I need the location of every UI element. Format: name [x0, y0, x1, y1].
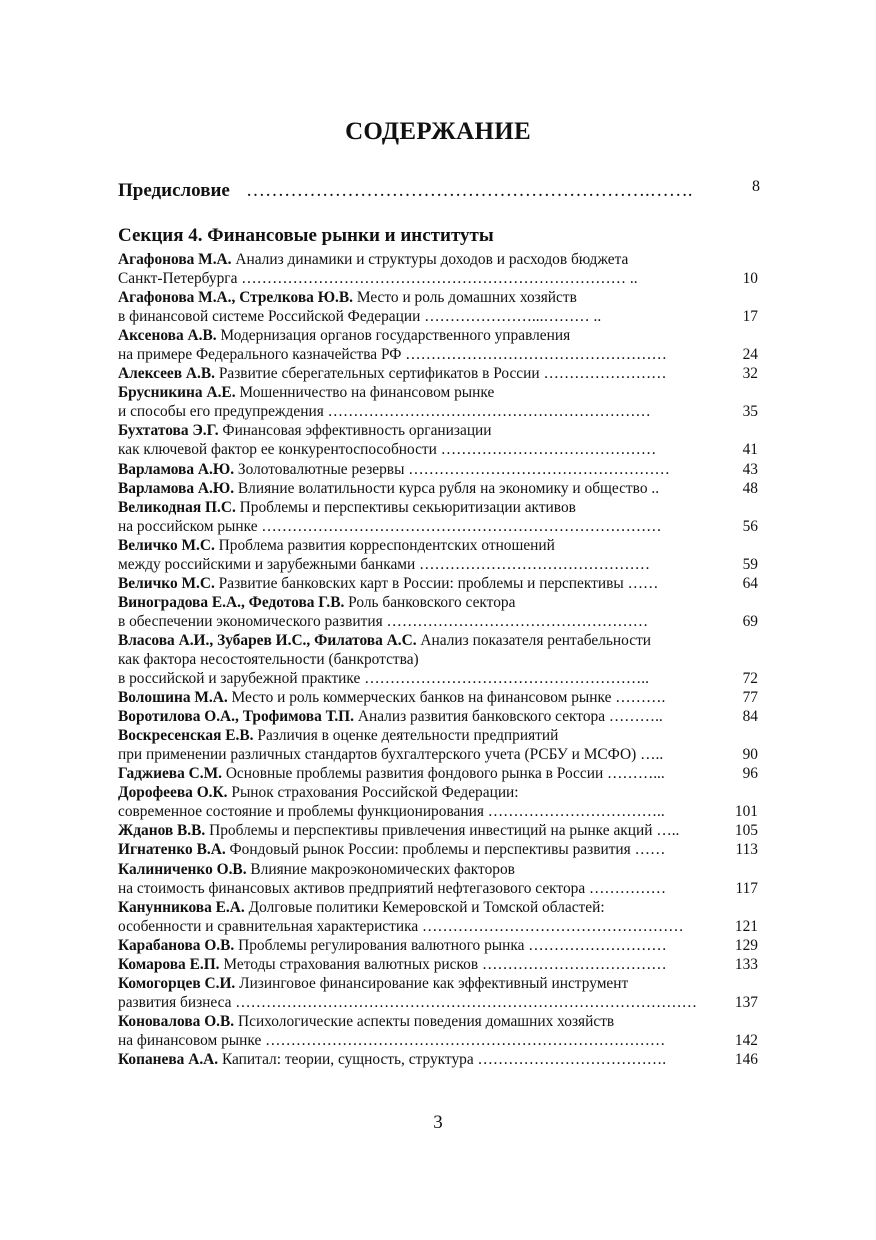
preface-leader-dots: ……………………………………………………….…….: [246, 180, 693, 201]
toc-row[interactable]: [118, 764, 758, 783]
toc-author: Комогорцев С.И.: [118, 974, 236, 992]
toc-title: Развитие банковских карт в России: проблемы и перспективы ……: [214, 574, 659, 592]
toc-entry-text: [118, 707, 713, 726]
toc-row[interactable]: [118, 802, 758, 821]
toc-row: [118, 593, 758, 612]
toc-entry-text: [118, 879, 713, 898]
toc-page-number: 35: [742, 403, 758, 421]
toc-title: в обеспечении экономического развития ……………………………………………: [118, 612, 649, 630]
toc-row[interactable]: [118, 669, 758, 688]
toc-entry-text: [118, 1050, 713, 1069]
toc-row: [118, 726, 758, 745]
toc-page-number: 90: [742, 746, 758, 764]
toc-author: Гаджиева С.М.: [118, 765, 222, 783]
toc-title: Различия в оценке деятельности предприятий: [253, 727, 559, 745]
toc-title: особенности и сравнительная характеристика ……………………………………………: [118, 917, 684, 935]
toc-title: современное состояние и проблемы функционирования ……………………………..: [118, 803, 665, 821]
toc-author: Великодная П.С.: [118, 498, 236, 516]
toc-title: Фондовый рынок России: проблемы и перспективы развития ……: [225, 841, 666, 859]
toc-entry-text: [118, 269, 713, 288]
toc-row[interactable]: [118, 917, 758, 936]
toc-title: Развитие сберегательных сертификатов в России ……………………: [214, 365, 667, 383]
toc-page-number: 137: [734, 993, 758, 1011]
preface-page-number: 8: [752, 178, 760, 195]
toc-page-number: 133: [734, 955, 758, 973]
toc-entry-text: [118, 345, 713, 364]
toc-row[interactable]: [118, 745, 758, 764]
toc-title: Роль банковского сектора: [344, 593, 516, 611]
toc-page-number: 113: [735, 841, 758, 859]
toc-row[interactable]: [118, 936, 758, 955]
toc-entry-text: [118, 821, 713, 840]
toc-entry-text: [118, 288, 758, 307]
toc-page-number: 72: [742, 670, 758, 688]
toc-page-number: 69: [742, 612, 758, 630]
toc-row: [118, 536, 758, 555]
toc-title: Долговые политики Кемеровской и Томской областей:: [244, 898, 605, 916]
toc-author: Агафонова М.А.: [118, 251, 232, 268]
toc-page-number: 43: [742, 460, 758, 478]
toc-page-number: 59: [742, 555, 758, 573]
toc-row: [118, 860, 758, 879]
toc-row[interactable]: [118, 1031, 758, 1050]
toc-row[interactable]: [118, 707, 758, 726]
toc-page-number: 10: [742, 270, 758, 288]
toc-title: на российском рынке ……………………………………………………………………: [118, 517, 662, 535]
toc-title: и способы его предупреждения ………………………………………………………: [118, 403, 651, 421]
toc-entry-text: [118, 479, 713, 498]
toc-title: в финансовой системе Российской Федерации …………………...……… ..: [118, 308, 602, 326]
toc-title: Проблема развития корреспондентских отношений: [214, 536, 555, 554]
toc-author: Копанева А.А.: [118, 1050, 219, 1068]
section-title: Секция 4. Финансовые рынки и институты: [118, 225, 494, 246]
toc-author: Воскресенская Е.В.: [118, 727, 254, 745]
toc-page-number: 142: [734, 1031, 758, 1049]
toc-author: Виноградова Е.А., Федотова Г.В.: [118, 593, 345, 611]
toc-author: Жданов В.В.: [118, 822, 206, 840]
toc-row: [118, 898, 758, 917]
toc-author: Комарова Е.П.: [118, 955, 220, 973]
toc-title: на финансовом рынке ……………………………………………………………………: [118, 1031, 666, 1049]
toc-author: Игнатенко В.А.: [118, 841, 226, 859]
page-title: СОДЕРЖАНИЕ: [345, 118, 531, 145]
toc-title: при применении различных стандартов бухгалтерского учета (РСБУ и МСФО) …..: [118, 746, 664, 764]
toc-entry-text: [118, 440, 713, 459]
toc-title: Основные проблемы развития фондового рынка в России ………...: [221, 765, 665, 783]
toc-entry-text: [118, 783, 758, 802]
toc-entry-text: [118, 307, 713, 326]
toc-entry-text: [118, 745, 713, 764]
toc-author: Карабанова О.В.: [118, 936, 235, 954]
toc-row[interactable]: [118, 269, 758, 288]
toc-page-number: 56: [742, 517, 758, 535]
toc-page-number: 84: [742, 708, 758, 726]
toc-entry-text: [118, 898, 758, 917]
toc-row: [118, 326, 758, 345]
toc-row[interactable]: [118, 307, 758, 326]
toc-entry-text: [118, 402, 713, 421]
toc-entry-text: [118, 517, 713, 536]
toc-title: развития бизнеса ………………………………………………………………………………: [118, 993, 698, 1011]
toc-entry-text: [118, 326, 758, 345]
toc-entry-text: [118, 936, 713, 955]
toc-title: Анализ показателя рентабельности: [416, 631, 652, 649]
toc-page-number: 117: [735, 879, 758, 897]
toc-title: на примере Федерального казначейства РФ ……………………………………………: [118, 346, 667, 364]
toc-row: [118, 421, 758, 440]
toc-entry-text: [118, 764, 713, 783]
toc-page-number: 48: [742, 479, 758, 497]
toc-entry-text: [118, 364, 713, 383]
toc-page-number: 77: [742, 689, 758, 707]
toc-title: Модернизация органов государственного управления: [216, 327, 571, 345]
toc-row[interactable]: [118, 517, 758, 536]
toc-author: Канунникова Е.А.: [118, 898, 245, 916]
toc-page-number: 17: [742, 308, 758, 326]
toc-author: Дорофеева О.К.: [118, 784, 228, 802]
toc-row[interactable]: [118, 440, 758, 459]
toc-row: [118, 650, 758, 669]
toc-entry-text: [118, 650, 758, 669]
toc-entry-text: [118, 250, 758, 269]
toc-author: Варламова А.Ю.: [118, 460, 235, 478]
toc-page-number: 32: [742, 365, 758, 383]
toc-page-number: 41: [742, 441, 758, 459]
toc-entry-text: [118, 555, 713, 574]
toc-author: Бухтатова Э.Г.: [118, 422, 219, 440]
toc-entry-text: [118, 974, 758, 993]
toc-title: как фактора несостоятельности (банкротства): [118, 650, 419, 668]
toc-page-number: 64: [742, 574, 758, 592]
toc-entry-text: [118, 383, 758, 402]
toc-entry-text: [118, 593, 758, 612]
toc-row: [118, 383, 758, 402]
toc-author: Варламова А.Ю.: [118, 479, 235, 497]
toc-author: Калиниченко О.В.: [118, 860, 247, 878]
toc-entry-text: [118, 688, 713, 707]
toc-author: Власова А.И., Зубарев И.С., Филатова А.С.: [118, 631, 417, 649]
toc-row[interactable]: [118, 879, 758, 898]
toc-row[interactable]: [118, 460, 758, 479]
toc-author: Величко М.С.: [118, 574, 215, 592]
toc-row[interactable]: [118, 955, 758, 974]
toc-title: Капитал: теории, сущность, структура ……………………………….: [218, 1050, 667, 1068]
toc-author: Коновалова О.В.: [118, 1012, 235, 1030]
toc-entry-text: [118, 421, 758, 440]
toc-author: Агафонова М.А., Стрелкова Ю.В.: [118, 289, 354, 307]
toc-row[interactable]: [118, 1050, 758, 1069]
toc-page-number: 96: [742, 765, 758, 783]
toc-title: Влияние волатильности курса рубля на экономику и общество ..: [234, 479, 660, 497]
toc-row: [118, 288, 758, 307]
toc-entry-text: [118, 993, 713, 1012]
toc-row[interactable]: [118, 364, 758, 383]
toc-entry-text: [118, 574, 713, 593]
toc-title: Место и роль домашних хозяйств: [353, 289, 577, 307]
toc-author: Величко М.С.: [118, 536, 215, 554]
toc-row[interactable]: [118, 612, 758, 631]
toc-title: как ключевой фактор ее конкурентоспособности ……………………………………: [118, 441, 657, 459]
toc-title: Методы страхования валютных рисков ………………………………: [219, 955, 667, 973]
toc-row: [118, 250, 758, 269]
toc-author: Брусникина А.Е.: [118, 384, 236, 402]
toc-row[interactable]: [118, 821, 758, 840]
toc-row: [118, 1012, 758, 1031]
toc-page-number: 121: [734, 917, 758, 935]
toc-author: Воротилова О.А., Трофимова Т.П.: [118, 708, 355, 726]
toc-page-number: 105: [734, 822, 758, 840]
toc-list: [118, 250, 758, 1069]
toc-entry-text: [118, 1031, 713, 1050]
toc-entry-text: [118, 726, 758, 745]
toc-title: Проблемы и перспективы секьюритизации активов: [235, 498, 576, 516]
toc-row[interactable]: [118, 574, 758, 593]
toc-row[interactable]: [118, 688, 758, 707]
toc-row: [118, 974, 758, 993]
toc-author: Алексеев А.В.: [118, 365, 215, 383]
toc-row[interactable]: [118, 345, 758, 364]
toc-entry-text: [118, 802, 713, 821]
toc-title: Санкт-Петербурга ………………………………………………………………… ..: [118, 270, 638, 288]
toc-page-number: 129: [734, 936, 758, 954]
toc-row[interactable]: [118, 479, 758, 498]
toc-title: на стоимость финансовых активов предприятий нефтегазового сектора ……………: [118, 879, 666, 897]
toc-row[interactable]: [118, 402, 758, 421]
toc-entry-text: [118, 860, 758, 879]
toc-title: между российскими и зарубежными банками ………………………………………: [118, 555, 650, 573]
toc-entry-text: [118, 955, 713, 974]
toc-title: Проблемы и перспективы привлечения инвестиций на рынке акций …..: [205, 822, 680, 840]
toc-title: Влияние макроэкономических факторов: [246, 860, 515, 878]
toc-title: Золотовалютные резервы ……………………………………………: [234, 460, 670, 478]
toc-page-number: 101: [734, 803, 758, 821]
toc-title: Проблемы регулирования валютного рынка ………………………: [234, 936, 667, 954]
toc-title: в российской и зарубежной практике ………………………………………………..: [118, 670, 649, 688]
toc-entry-text: [118, 631, 758, 650]
toc-title: Мошенничество на финансовом рынке: [235, 384, 495, 402]
toc-author: Аксенова А.В.: [118, 327, 217, 345]
toc-row[interactable]: [118, 840, 758, 859]
toc-row: [118, 498, 758, 517]
toc-row: [118, 783, 758, 802]
toc-row: [118, 631, 758, 650]
toc-page-number: 146: [734, 1050, 758, 1068]
page-number: 3: [433, 1112, 443, 1133]
toc-entry-text: [118, 840, 713, 859]
toc-title: Анализ динамики и структуры доходов и расходов бюджета: [231, 251, 629, 268]
toc-row[interactable]: [118, 555, 758, 574]
toc-title: Анализ развития банковского сектора ………..: [354, 708, 663, 726]
toc-title: Место и роль коммерческих банков на финансовом рынке ……….: [227, 689, 666, 707]
toc-entry-text: [118, 1012, 758, 1031]
toc-title: Рынок страхования Российской Федерации:: [227, 784, 519, 802]
toc-row[interactable]: [118, 993, 758, 1012]
toc-entry-text: [118, 669, 713, 688]
preface-entry[interactable]: [118, 178, 760, 204]
preface-label: Предисловие: [118, 180, 230, 201]
toc-title: Психологические аспекты поведения домашних хозяйств: [234, 1012, 615, 1030]
toc-page-number: 24: [742, 346, 758, 364]
toc-entry-text: [118, 460, 713, 479]
toc-entry-text: [118, 917, 713, 936]
toc-entry-text: [118, 498, 758, 517]
toc-title: Лизинговое финансирование как эффективный инструмент: [235, 974, 629, 992]
toc-entry-text: [118, 536, 758, 555]
toc-author: Волошина М.А.: [118, 689, 228, 707]
toc-entry-text: [118, 612, 713, 631]
toc-title: Финансовая эффективность организации: [218, 422, 492, 440]
